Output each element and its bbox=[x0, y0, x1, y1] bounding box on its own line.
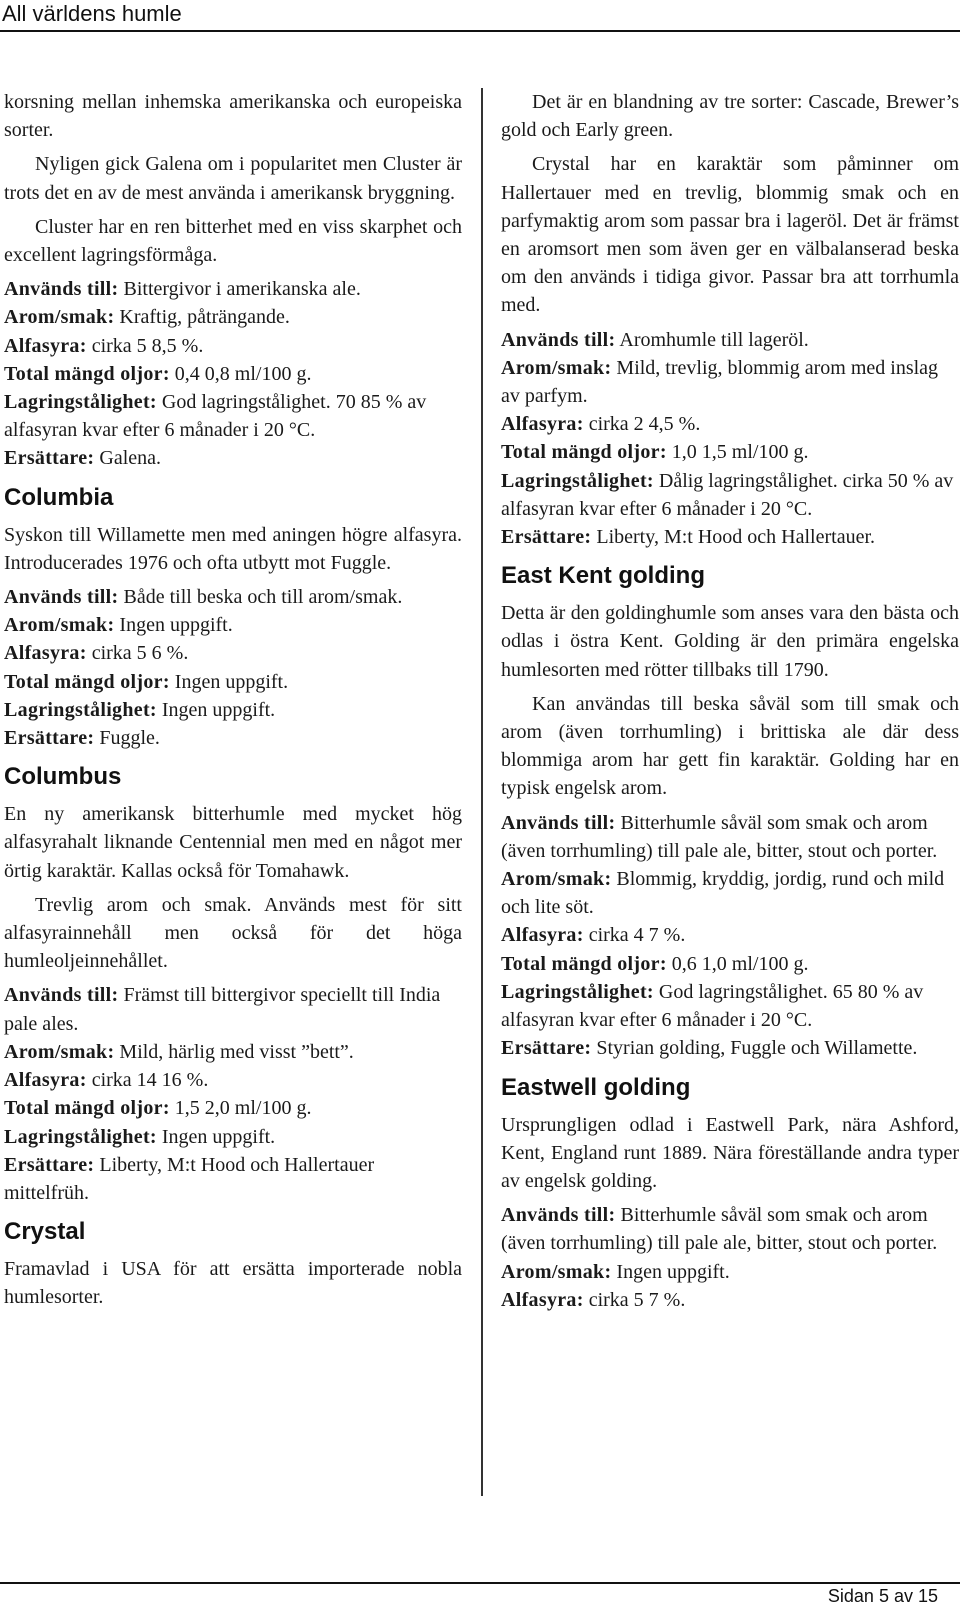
fact-label: Alfasyra: bbox=[4, 642, 87, 665]
fact-line bbox=[4, 696, 462, 724]
fact-line bbox=[501, 467, 959, 523]
fact-line bbox=[4, 360, 462, 388]
fact-value: 0,4 0,8 ml/100 g. bbox=[169, 362, 312, 385]
paragraph: Framavlad i USA för att ersätta importerade nobla humlesorter. bbox=[4, 1258, 462, 1309]
left-column bbox=[4, 88, 462, 1318]
paragraph: En ny amerikansk bitterhumle med mycket hög alfasyrahalt liknande Centennial men med en något mer örtig karaktär. Kallas också för Tomahawk. bbox=[4, 803, 462, 882]
fact-value: Ingen uppgift. bbox=[169, 670, 289, 693]
paragraph: Syskon till Willamette men med aningen högre alfasyra. Introducerades 1976 och ofta utbytt mot Fuggle. bbox=[4, 523, 462, 574]
fact-line bbox=[4, 583, 462, 611]
columbus-facts bbox=[4, 981, 462, 1207]
fact-value: cirka 4 7 %. bbox=[583, 924, 686, 947]
page-footer bbox=[0, 1582, 960, 1607]
section-heading-columbia: Columbia bbox=[4, 483, 114, 511]
fact-value: Bittergivor i amerikanska ale. bbox=[118, 278, 361, 301]
fact-label: Lagringstålighet: bbox=[4, 391, 157, 414]
fact-label: Används till: bbox=[501, 1204, 616, 1227]
fact-value: Ingen uppgift. bbox=[156, 1125, 276, 1148]
section-heading-columbus: Columbus bbox=[4, 763, 122, 791]
page-header bbox=[0, 0, 960, 32]
fact-value: Kraftig, påträngande. bbox=[114, 306, 290, 329]
fact-value: Blommig, kryddig, jordig, rund och mild och lite söt. bbox=[501, 868, 945, 919]
fact-label: Arom/smak: bbox=[501, 356, 612, 379]
fact-value: Både till beska och till arom/smak. bbox=[118, 586, 403, 609]
fact-value: Liberty, M:t Hood och Hallertauer. bbox=[591, 526, 875, 549]
paragraph: Kan användas till beska såväl som till smak och arom (även torrhumling) i brittiska ale där dess blommiga arom har gett fin karaktär. Golding har en typisk engelsk arom. bbox=[501, 692, 959, 800]
fact-label: Ersättare: bbox=[4, 447, 95, 470]
page-number: Sidan 5 av 15 bbox=[827, 1586, 938, 1606]
fact-label: Alfasyra: bbox=[4, 334, 87, 357]
fact-line bbox=[4, 275, 462, 303]
fact-line bbox=[501, 326, 959, 354]
fact-value: cirka 14 16 %. bbox=[86, 1069, 209, 1092]
fact-line bbox=[4, 724, 462, 752]
fact-line bbox=[501, 1286, 959, 1314]
columbia-facts bbox=[4, 583, 462, 752]
fact-label: Arom/smak: bbox=[4, 614, 115, 637]
fact-value: Ingen uppgift. bbox=[114, 614, 233, 637]
fact-value: Bitterhumle såväl som smak och arom (även torrhumling) till pale ale, bitter, stout och porter. bbox=[501, 811, 938, 862]
section-heading-crystal: Crystal bbox=[4, 1218, 86, 1246]
fact-label: Total mängd oljor: bbox=[4, 670, 170, 693]
fact-value: Styrian golding, Fuggle och Willamette. bbox=[591, 1037, 918, 1060]
fact-value: 1,0 1,5 ml/100 g. bbox=[666, 441, 809, 464]
fact-value: cirka 5 8,5 %. bbox=[86, 334, 204, 357]
fact-label: Används till: bbox=[501, 328, 616, 351]
fact-label: Ersättare: bbox=[4, 1153, 95, 1176]
fact-line bbox=[4, 668, 462, 696]
fact-label: Alfasyra: bbox=[501, 924, 584, 947]
section-heading-east-kent-golding: East Kent golding bbox=[501, 562, 705, 590]
fact-value: God lagringstålighet. 65 80 % av alfasyran kvar efter 6 månader i 20 °C. bbox=[501, 980, 924, 1032]
fact-value: cirka 5 7 %. bbox=[583, 1288, 686, 1311]
fact-label: Total mängd oljor: bbox=[501, 952, 667, 975]
fact-label: Används till: bbox=[4, 278, 119, 301]
fact-line bbox=[501, 809, 959, 865]
fact-line bbox=[501, 950, 959, 978]
paragraph: Trevlig arom och smak. Används mest för sitt alfasyrainnehåll men också för det höga humleoljeinnehållet. bbox=[4, 893, 462, 973]
fact-label: Total mängd oljor: bbox=[4, 362, 170, 385]
fact-value: Främst till bittergivor speciellt till India pale ales. bbox=[4, 984, 441, 1035]
fact-line bbox=[4, 1151, 462, 1207]
fact-label: Lagringstålighet: bbox=[501, 469, 654, 492]
fact-line bbox=[501, 921, 959, 949]
fact-label: Total mängd oljor: bbox=[4, 1097, 170, 1120]
fact-label: Lagringstålighet: bbox=[501, 980, 654, 1003]
paragraph: Nyligen gick Galena om i popularitet men Cluster är trots det en av de mest använda i amerikansk bryggning. bbox=[4, 153, 462, 204]
fact-label: Lagringstålighet: bbox=[4, 698, 157, 721]
fact-label: Ersättare: bbox=[501, 1037, 592, 1060]
cluster-facts bbox=[4, 275, 462, 472]
fact-line bbox=[501, 438, 959, 466]
fact-value: 1,5 2,0 ml/100 g. bbox=[169, 1097, 312, 1120]
fact-value: Mild, härlig med visst ”bett”. bbox=[114, 1040, 354, 1063]
fact-line bbox=[501, 1201, 959, 1257]
paragraph: Detta är den goldinghumle som anses vara den bästa och odlas i östra Kent. Golding är den primära engelska humlesorten med rötter tillbaks till 1790. bbox=[501, 602, 959, 681]
fact-value: Liberty, M:t Hood och Hallertauer mittelfrüh. bbox=[4, 1153, 375, 1204]
paragraph: Det är en blandning av tre sorter: Cascade, Brewer’s gold och Early green. bbox=[501, 91, 959, 142]
eastwell-golding-facts bbox=[501, 1201, 959, 1314]
fact-value: Mild, trevlig, blommig arom med inslag av parfym. bbox=[501, 356, 939, 408]
right-column bbox=[501, 88, 959, 1314]
fact-line bbox=[501, 1258, 959, 1286]
fact-value: 0,6 1,0 ml/100 g. bbox=[666, 952, 809, 975]
fact-line bbox=[501, 1034, 959, 1062]
fact-line bbox=[4, 444, 462, 472]
fact-label: Lagringstålighet: bbox=[4, 1125, 157, 1148]
fact-line bbox=[4, 1066, 462, 1094]
fact-line bbox=[501, 354, 959, 410]
east-kent-golding-facts bbox=[501, 809, 959, 1063]
fact-line bbox=[501, 410, 959, 438]
fact-value: cirka 5 6 %. bbox=[86, 642, 189, 665]
fact-label: Alfasyra: bbox=[501, 1288, 584, 1311]
crystal-facts bbox=[501, 326, 959, 552]
header-title: All världens humle bbox=[2, 1, 182, 26]
fact-line bbox=[4, 332, 462, 360]
fact-label: Ersättare: bbox=[501, 526, 592, 549]
section-heading-eastwell-golding: Eastwell golding bbox=[501, 1073, 691, 1101]
fact-value: Fuggle. bbox=[94, 727, 160, 750]
column-divider bbox=[481, 88, 483, 1496]
fact-value: God lagringstålighet. 70 85 % av alfasyran kvar efter 6 månader i 20 °C. bbox=[4, 391, 427, 442]
fact-line bbox=[501, 865, 959, 921]
fact-label: Används till: bbox=[4, 984, 119, 1007]
fact-line bbox=[4, 1094, 462, 1122]
paragraph: korsning mellan inhemska amerikanska och europeiska sorter. bbox=[4, 91, 462, 142]
fact-value: Ingen uppgift. bbox=[611, 1260, 730, 1283]
fact-value: Ingen uppgift. bbox=[156, 698, 276, 721]
fact-value: Bitterhumle såväl som smak och arom (även torrhumling) till pale ale, bitter, stout och porter. bbox=[501, 1204, 938, 1255]
fact-line bbox=[501, 523, 959, 551]
fact-label: Total mängd oljor: bbox=[501, 441, 667, 464]
fact-label: Arom/smak: bbox=[4, 306, 115, 329]
paragraph: Crystal har en karaktär som påminner om Hallertauer med en trevlig, blommig smak och en parfymaktig arom som passar bra i lageröl. Det är främst en aromsort men som även ger en välbalanserad beska om den används i tidiga givor. Passar bra att torrhumla med. bbox=[501, 153, 959, 317]
fact-line bbox=[4, 981, 462, 1037]
fact-label: Används till: bbox=[4, 586, 119, 609]
fact-value: Dålig lagringstålighet. cirka 50 % av alfasyran kvar efter 6 månader i 20 °C. bbox=[501, 469, 954, 520]
fact-line bbox=[501, 978, 959, 1034]
fact-value: Galena. bbox=[94, 447, 162, 470]
fact-label: Arom/smak: bbox=[4, 1040, 115, 1063]
fact-value: Aromhumle till lageröl. bbox=[615, 328, 809, 351]
fact-label: Ersättare: bbox=[4, 727, 95, 750]
fact-label: Alfasyra: bbox=[501, 413, 584, 436]
fact-label: Används till: bbox=[501, 811, 616, 834]
fact-label: Arom/smak: bbox=[501, 868, 612, 891]
fact-value: cirka 2 4,5 %. bbox=[583, 413, 701, 436]
paragraph: Cluster har en ren bitterhet med en viss skarphet och excellent lagringsförmåga. bbox=[4, 215, 462, 267]
paragraph: Ursprungligen odlad i Eastwell Park, nära Ashford, Kent, England runt 1889. Nära föreställande andra typer av engelsk golding. bbox=[501, 1113, 959, 1192]
fact-line bbox=[4, 388, 462, 444]
fact-label: Arom/smak: bbox=[501, 1260, 612, 1283]
fact-line bbox=[4, 1038, 462, 1066]
fact-line bbox=[4, 303, 462, 331]
fact-line bbox=[4, 611, 462, 639]
fact-label: Alfasyra: bbox=[4, 1069, 87, 1092]
fact-line bbox=[4, 1123, 462, 1151]
fact-line bbox=[4, 639, 462, 667]
